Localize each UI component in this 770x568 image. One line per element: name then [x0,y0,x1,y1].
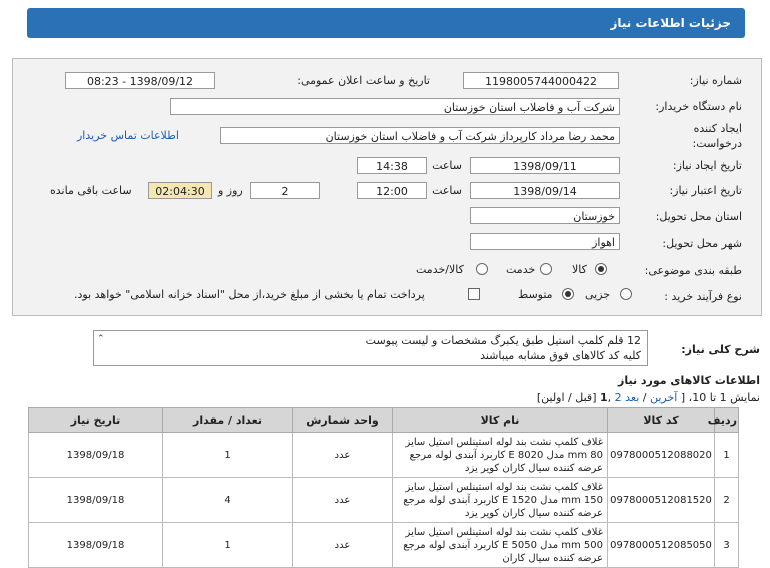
cell-name: غلاف کلمپ نشت بند لوله استینلس استیل سایز 150 mm مدل E 1520 کاربرد آبندی لوله مرجع عرضه کننده سیال کاران کویر یزد [393,478,608,523]
description-line-2: کلیه کد کالاهای فوق مشابه میباشند [480,349,641,362]
cell-name: غلاف کلمپ نشت بند لوله استینلس استیل سایز 80 mm مدل E 8020 کاربرد آبندی لوله مرجع عرضه کننده سیال کاران کویر یزد [393,433,608,478]
announce-label: تاریخ و ساعت اعلان عمومی: [297,74,430,87]
category-label: طبقه بندی موضوعی: [644,264,742,277]
pager-first: اولین [541,391,565,404]
days-label: روز و [218,184,243,197]
buyer-org-label: نام دستگاه خریدار: [655,100,742,113]
description-box[interactable] [93,330,648,366]
cell-unit: عدد [293,478,393,523]
table-row[interactable] [29,433,739,478]
cell-date: 1398/09/18 [29,433,163,478]
process-option-medium: متوسط [518,288,553,301]
cell-date: 1398/09/18 [29,478,163,523]
items-table [28,407,739,568]
treasury-payment-note: پرداخت تمام یا بخشی از مبلغ خرید،از محل "اسناد خزانه اسلامی" خواهد بود. [74,288,425,301]
creator-label-1: ایجاد کننده [693,122,742,135]
table-header-row [29,408,739,433]
city-field: اهواز [470,233,620,250]
scroll-up-icon[interactable]: ⌃ [97,334,105,344]
category-option-goods-service: کالا/خدمت [416,263,464,276]
cell-code: 0978000512085050 [608,523,715,568]
col-header-row: ردیف [715,408,739,433]
page-header [27,8,745,38]
col-header-code: کد کالا [608,408,715,433]
page-title: جزئیات اطلاعات نیاز [610,16,731,30]
table-row[interactable] [29,523,739,568]
category-radio-goods-service[interactable] [476,263,488,275]
created-time-field: 14:38 [357,157,427,174]
cell-row: 1 [715,433,739,478]
cell-code: 0978000512081520 [608,478,715,523]
province-field: خوزستان [470,207,620,224]
days-field: 2 [250,182,320,199]
process-radio-medium[interactable] [562,288,574,300]
cell-qty: 1 [163,523,293,568]
province-label: استان محل تحویل: [655,210,742,223]
validity-date-field: 1398/09/14 [470,182,620,199]
cell-code: 0978000512088020 [608,433,715,478]
pager-last-link[interactable]: آخرین [650,391,678,404]
pagination: نمایش 1 تا 10، [ آخرین / بعد 2 ,1 [قبل / اولین] [536,391,760,404]
validity-time-label: ساعت [432,184,462,197]
validity-time-field: 12:00 [357,182,427,199]
need-number-label: شماره نیاز: [689,74,742,87]
remaining-label: ساعت باقی مانده [50,184,132,197]
need-number-field: 1198005744000422 [463,72,619,89]
col-header-date: تاریخ نیاز [29,408,163,433]
cell-date: 1398/09/18 [29,523,163,568]
validity-label: تاریخ اعتبار نیاز: [669,184,742,197]
col-header-qty: تعداد / مقدار [163,408,293,433]
process-label: نوع فرآیند خرید : [664,290,742,303]
pager-prev: قبل [575,391,593,404]
pager-current-page: 1 [599,391,608,404]
buyer-contact-link[interactable]: اطلاعات تماس خریدار [77,129,179,142]
cell-row: 2 [715,478,739,523]
cell-unit: عدد [293,523,393,568]
creator-label-2: درخواست: [692,137,742,150]
treasury-payment-checkbox[interactable] [468,288,480,300]
pager-prefix: نمایش 1 تا 10، [688,391,760,404]
category-option-service: خدمت [506,263,536,276]
pager-page-2-link[interactable]: 2 [614,391,622,404]
cell-row: 3 [715,523,739,568]
process-option-minor: جزیی [585,288,611,301]
cell-unit: عدد [293,433,393,478]
city-label: شهر محل تحویل: [662,237,742,250]
category-radio-service[interactable] [540,263,552,275]
category-radio-goods[interactable] [595,263,607,275]
cell-qty: 4 [163,478,293,523]
table-row[interactable] [29,478,739,523]
process-radio-minor[interactable] [620,288,632,300]
description-label: شرح کلی نیاز: [681,343,760,356]
remaining-time-field: 02:04:30 [148,182,212,199]
col-header-name: نام کالا [393,408,608,433]
cell-qty: 1 [163,433,293,478]
pager-next-link[interactable]: بعد [625,391,640,404]
announce-field: 1398/09/12 - 08:23 [65,72,215,89]
created-time-label: ساعت [432,159,462,172]
category-option-goods: کالا [572,263,587,276]
col-header-unit: واحد شمارش [293,408,393,433]
created-date-label: تاریخ ایجاد نیاز: [672,159,742,172]
description-line-1: 12 قلم کلمپ استیل طبق یکبرگ مشخصات و لیست پیوست [365,334,641,347]
cell-name: غلاف کلمپ نشت بند لوله استینلس استیل سایز 500 mm مدل E 5050 کاربرد آبندی لوله مرجع عرضه کننده سیال کاران [393,523,608,568]
items-section-title: اطلاعات کالاهای مورد نیاز [618,374,760,387]
created-date-field: 1398/09/11 [470,157,620,174]
creator-field: محمد رضا مرداد کارپرداز شرکت آب و فاضلاب استان خوزستان [220,127,620,144]
buyer-org-field: شرکت آب و فاضلاب استان خوزستان [170,98,620,115]
